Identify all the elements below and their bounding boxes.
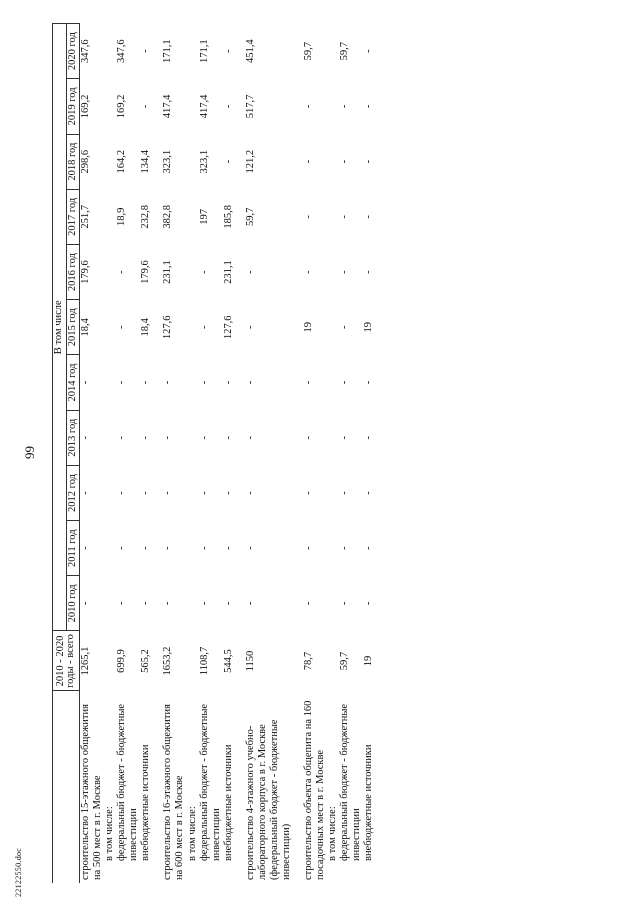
year-value: - <box>303 270 314 274</box>
year-value: - <box>80 380 91 385</box>
row-label: внебюджетные источники <box>222 744 234 861</box>
row-total: 19 <box>363 655 375 667</box>
year-value: - <box>198 491 210 495</box>
year-value: - <box>339 380 351 385</box>
year-value <box>104 465 116 520</box>
year-value <box>327 300 339 355</box>
table-row <box>363 24 375 884</box>
year-value: - <box>244 546 256 550</box>
year-value: - <box>303 601 314 606</box>
year-value: - <box>244 325 256 330</box>
year-value <box>187 410 199 465</box>
row-total: 565,2 <box>140 649 152 673</box>
year-value: 18,4 <box>140 318 152 337</box>
year-value: 323,1 <box>162 149 174 174</box>
year-value: 417,4 <box>162 94 174 119</box>
year-value: - <box>80 601 91 606</box>
year-value <box>187 576 199 631</box>
year-value: - <box>244 380 256 385</box>
year-header: 2012 год <box>66 465 80 520</box>
year-value: - <box>162 546 174 550</box>
year-value: 231,1 <box>162 260 174 284</box>
year-value: 18,9 <box>116 207 128 227</box>
year-value <box>327 79 339 134</box>
year-value: - <box>339 546 351 550</box>
row-label: в том числе: <box>104 806 116 861</box>
year-value: - <box>162 491 174 495</box>
year-value: - <box>339 104 351 109</box>
year-value <box>327 410 339 465</box>
table-row <box>199 24 223 884</box>
row-label: федеральный бюджет - бюджетные инвестиции <box>339 703 363 861</box>
table-row <box>293 24 327 884</box>
year-value: 59,7 <box>303 41 314 61</box>
year-value: - <box>116 546 128 550</box>
year-value: - <box>363 601 375 606</box>
year-value: 18,4 <box>80 318 91 337</box>
investment-table <box>52 23 375 883</box>
year-value: 59,7 <box>339 41 351 61</box>
year-header: 2019 год <box>66 79 80 134</box>
row-total: 699,9 <box>116 649 128 673</box>
year-value: - <box>162 435 174 440</box>
year-value: - <box>198 270 210 274</box>
year-header: 2010 год <box>66 576 80 631</box>
row-total <box>104 631 116 691</box>
row-label: в том числе: <box>327 806 339 861</box>
year-value: - <box>222 104 234 109</box>
year-value: 185,8 <box>222 205 234 229</box>
year-header: 2018 год <box>66 134 80 189</box>
row-label: строительство 15-этажного общежития на 500 мест в г. Москве <box>80 704 104 880</box>
year-value <box>104 300 116 355</box>
row-total <box>187 631 199 691</box>
year-value: 347,6 <box>116 39 128 63</box>
year-value: 127,6 <box>222 315 234 340</box>
year-value: - <box>244 270 256 274</box>
year-value: 171,1 <box>162 39 174 63</box>
row-total: 1150 <box>244 650 256 672</box>
year-value: - <box>363 491 375 495</box>
row-total: 59,7 <box>339 651 351 671</box>
year-value: - <box>339 435 351 440</box>
label-header <box>53 691 80 883</box>
row-total: 1265,1 <box>80 646 91 676</box>
year-value: 121,2 <box>244 149 256 174</box>
year-value: 179,6 <box>140 260 152 284</box>
row-total <box>327 631 339 691</box>
year-value: - <box>80 546 91 550</box>
year-value: - <box>363 104 375 109</box>
year-value: - <box>80 435 91 440</box>
year-value: - <box>339 215 351 219</box>
year-header: 2015 год <box>66 300 80 355</box>
year-value <box>104 355 116 410</box>
row-total: 1108,7 <box>198 646 210 676</box>
year-value: - <box>339 491 351 495</box>
year-value: - <box>162 601 174 606</box>
year-value: - <box>162 380 174 385</box>
year-header: 2020 год <box>66 24 80 79</box>
year-value <box>104 24 116 79</box>
year-value: 179,6 <box>80 260 91 284</box>
year-value: - <box>339 601 351 606</box>
year-value <box>327 521 339 576</box>
year-value: - <box>198 601 210 606</box>
year-value: - <box>363 159 375 164</box>
page-number: 99 <box>22 446 37 459</box>
year-value: - <box>339 270 351 274</box>
year-header: 2011 год <box>66 521 80 576</box>
year-value <box>187 244 199 299</box>
row-label: внебюджетные источники <box>140 744 152 861</box>
year-value: - <box>303 546 314 550</box>
year-value <box>327 24 339 79</box>
table-row <box>339 24 363 884</box>
row-label: строительство 4-этажного учебно-лабораторного корпуса в г. Москве (федеральный бюджет - бюджетные инвестиции) <box>244 719 292 880</box>
year-value: 164,2 <box>116 149 128 174</box>
year-value: 251,7 <box>80 205 91 229</box>
year-value: - <box>140 546 152 550</box>
year-value <box>187 465 199 520</box>
row-label: строительство 16-этажного общежития на 600 мест в г. Москве <box>162 704 186 880</box>
year-value <box>187 521 199 576</box>
year-value: 169,2 <box>116 94 128 119</box>
year-value: 197 <box>198 208 210 225</box>
year-value: - <box>140 435 152 440</box>
total-header: 2010 - 2020 годы - всего <box>53 631 80 691</box>
year-value <box>187 24 199 79</box>
year-value <box>187 189 199 244</box>
year-value <box>104 410 116 465</box>
year-value: 347,6 <box>80 39 91 63</box>
year-value: 382,8 <box>162 205 174 229</box>
year-value: - <box>116 601 128 606</box>
year-value: 232,8 <box>140 205 152 229</box>
table-row <box>327 24 339 884</box>
year-value: - <box>363 215 375 219</box>
year-value <box>104 189 116 244</box>
year-value: - <box>140 104 152 109</box>
year-value: - <box>140 601 152 606</box>
row-label: федеральный бюджет - бюджетные инвестиции <box>198 703 222 861</box>
year-value: - <box>116 435 128 440</box>
year-value: - <box>222 601 234 606</box>
table-row <box>116 24 140 884</box>
year-value: - <box>198 380 210 385</box>
row-label: строительство объекта общепита на 160 посадочных мест в г. Москве <box>303 700 327 880</box>
year-value <box>327 465 339 520</box>
year-value: 134,4 <box>140 149 152 174</box>
year-value: 323,1 <box>198 149 210 174</box>
year-value <box>327 576 339 631</box>
year-value: 231,1 <box>222 260 234 284</box>
year-value: - <box>303 159 314 164</box>
year-value <box>104 79 116 134</box>
year-value: - <box>303 491 314 495</box>
year-value: - <box>222 49 234 53</box>
year-value <box>327 134 339 189</box>
year-value: - <box>339 159 351 164</box>
year-value <box>187 355 199 410</box>
table-row <box>152 24 186 884</box>
table-row <box>80 24 105 884</box>
year-value: - <box>116 380 128 385</box>
year-value: - <box>363 546 375 550</box>
year-value <box>327 189 339 244</box>
year-value <box>187 300 199 355</box>
year-header: 2014 год <box>66 355 80 410</box>
year-value: 517,7 <box>244 94 256 119</box>
year-value: - <box>363 49 375 53</box>
year-value: 298,6 <box>80 149 91 174</box>
year-value: 19 <box>363 322 375 333</box>
in-that-number-header: В том числе <box>53 24 67 632</box>
year-value: - <box>198 435 210 440</box>
year-value: 171,1 <box>198 39 210 63</box>
year-value: - <box>198 325 210 330</box>
year-value: - <box>363 435 375 440</box>
year-value: - <box>363 270 375 274</box>
year-value: - <box>116 270 128 274</box>
year-value: - <box>140 491 152 495</box>
year-value: 169,2 <box>80 94 91 119</box>
year-value: - <box>303 435 314 440</box>
year-value: - <box>244 601 256 606</box>
table-row <box>104 24 116 884</box>
year-header: 2016 год <box>66 244 80 299</box>
year-value: - <box>363 380 375 385</box>
year-value: - <box>244 435 256 440</box>
year-value: - <box>198 546 210 550</box>
year-value: - <box>140 380 152 385</box>
year-value: - <box>244 491 256 495</box>
year-value: 59,7 <box>244 207 256 227</box>
table-row <box>235 24 293 884</box>
year-value: - <box>116 325 128 330</box>
year-value: - <box>80 491 91 495</box>
year-header: 2013 год <box>66 410 80 465</box>
year-value: - <box>303 215 314 219</box>
year-value <box>104 576 116 631</box>
year-value: - <box>303 104 314 109</box>
year-value: - <box>116 491 128 495</box>
year-value: - <box>303 380 314 385</box>
row-label: в том числе: <box>186 806 198 861</box>
year-value: 19 <box>303 322 314 333</box>
year-value <box>104 521 116 576</box>
year-value: - <box>140 49 152 53</box>
year-value <box>327 244 339 299</box>
year-value: - <box>222 159 234 164</box>
year-value: - <box>339 325 351 330</box>
year-value <box>187 79 199 134</box>
year-value <box>327 355 339 410</box>
row-total: 78,7 <box>303 651 314 671</box>
table-row <box>223 24 235 884</box>
year-value: 127,6 <box>162 315 174 340</box>
year-value: - <box>222 380 234 385</box>
row-label: внебюджетные источники <box>363 744 375 861</box>
table-row <box>187 24 199 884</box>
year-value: 451,4 <box>244 39 256 63</box>
row-label: федеральный бюджет - бюджетные инвестиции <box>116 703 140 861</box>
table-row <box>140 24 152 884</box>
year-value <box>104 134 116 189</box>
year-value: - <box>222 435 234 440</box>
document-filename: 22122550.doc <box>14 847 23 897</box>
year-value <box>187 134 199 189</box>
row-total: 544,5 <box>222 649 234 673</box>
year-value: - <box>222 546 234 550</box>
year-value: - <box>222 491 234 495</box>
year-header: 2017 год <box>66 189 80 244</box>
year-value: 417,4 <box>198 94 210 119</box>
row-total: 1653,2 <box>162 646 174 676</box>
year-value <box>104 244 116 299</box>
